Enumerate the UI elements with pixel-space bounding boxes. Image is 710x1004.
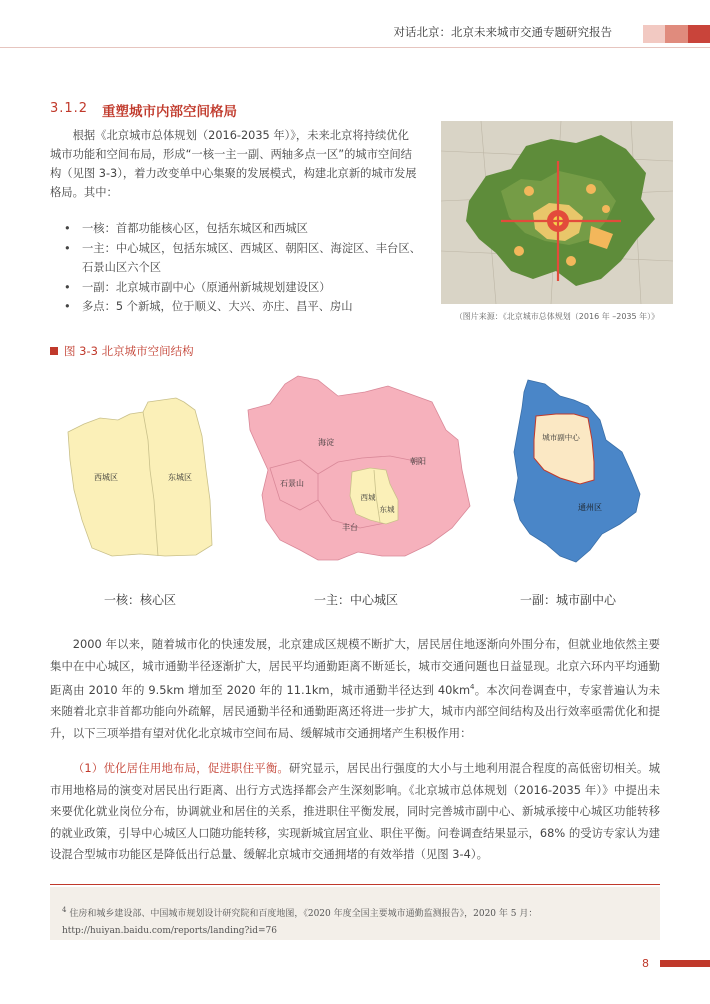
bullet-text: 一核：首都功能核心区，包括东城区和西城区 (82, 222, 308, 235)
panel-caption: 一核：核心区 (103, 593, 177, 607)
central-city-map (248, 376, 470, 560)
district-label: 东城 (379, 505, 395, 514)
section-title: 重塑城市内部空间格局 (102, 104, 237, 120)
page-number: 8 (642, 957, 649, 970)
sub-center-map (514, 380, 640, 562)
map-caption: （图片来源：《北京城市总体规划（2016 年 –2035 年）》 (454, 312, 660, 321)
district-label: 西城区 (94, 473, 118, 482)
list-item (60, 239, 430, 278)
footnote-divider (50, 884, 660, 885)
list-item (60, 278, 430, 298)
bullet-list (60, 219, 430, 317)
district-label: 丰台 (342, 523, 358, 532)
district-label: 朝阳 (410, 457, 426, 466)
paragraph-text: 。本次问卷调查中，专家普遍认为未来随着北京非首都功能向外疏解，居民通勤半径和通勤距离还将进一步扩大，城市内部空间结构及出行效率亟需优化和提升，以下三项举措有望对优化北京城市空间布局、缓解城市交通拥堵产生积极作用： (50, 682, 660, 740)
bullet-icon: • (64, 222, 71, 235)
footnote-text[interactable]: 住房和城乡建设部、中国城市规划设计研究院和百度地图，《2020 年度全国主要城市通勤监测报告》，2020 年 5 月：http://huiyan.baidu.com/reports/landing?id=76 (62, 909, 538, 936)
district-label: 东城区 (168, 473, 192, 482)
header-divider (0, 47, 710, 48)
header-accent-bar (688, 25, 710, 43)
section-number: 3.1.2 (50, 101, 89, 116)
bullet-text: 一副：北京城市副中心（原通州新城规划建设区） (82, 280, 331, 294)
body-paragraph (50, 758, 660, 866)
panel-caption: 一副：城市副中心 (519, 593, 617, 607)
district-label: 石景山 (280, 479, 304, 488)
district-label: 通州区 (578, 503, 602, 512)
list-item (60, 297, 430, 317)
panel-caption: 一主：中心城区 (313, 593, 399, 607)
figure-title: 图 3-3 北京城市空间结构 (64, 344, 194, 358)
footnote-ref[interactable]: 4 (470, 683, 475, 691)
district-label: 城市副中心 (542, 433, 580, 442)
district-label: 西城 (360, 493, 376, 502)
bullet-text: 多点：5 个新城，位于顺义、大兴、亦庄、昌平、房山 (82, 300, 353, 313)
paragraph-text: 2000 年以来，随着城市化的快速发展，北京建成区规模不断扩大，居民居住地逐渐向外围分布，但就业地依然主要集中在中心城区，城市通勤半径逐渐扩大，居民平均通勤距离不断延长，城市交通问题也日益显现。北京六环内平均通勤距离由 2010 年的 9.5km 增加至 2020 年的 11.1km，城市通勤半径达到 40km (50, 637, 660, 697)
footnote-marker: 4 (62, 906, 67, 914)
footnote (62, 902, 652, 940)
intro-text: 根据《北京城市总体规划（2016-2035 年）》，未来北京将持续优化城市功能和空间布局，形成“一核一主一副、两轴多点一区”的城市空间结构（见图 3-3），着力改变单中心集聚的发展模式，构建北京新的城市发展格局。其中： (50, 129, 417, 199)
header-title: 对话北京：北京未来城市交通专题研究报告 (393, 25, 612, 39)
body-paragraph (50, 634, 660, 744)
bullet-icon: • (64, 241, 71, 255)
bullet-text: 一主：中心城区，包括东城区、西城区、朝阳区、海淀区、丰台区、石景山区六个区 (82, 241, 421, 274)
list-item (60, 219, 430, 239)
intro-paragraph (50, 126, 420, 202)
planning-map-illustration (441, 121, 673, 304)
figure-marker-icon (50, 347, 58, 355)
district-maps-figure (0, 360, 710, 615)
bullet-icon: • (64, 300, 71, 313)
district-label: 海淀 (318, 438, 334, 447)
body-text (50, 634, 660, 880)
planning-map-image (441, 121, 673, 304)
bullet-icon: • (64, 280, 71, 294)
page-accent-bar (660, 960, 710, 967)
highlight-text: （1）优化居住用地布局，促进职住平衡。 (72, 761, 290, 776)
header-accent-bar (643, 25, 665, 43)
core-area-map (68, 398, 212, 556)
paragraph-text: 研究显示，居民出行强度的大小与土地利用混合程度的高低密切相关。城市用地格局的演变对居民出行距离、出行方式选择都会产生深刻影响。《北京城市总体规划（2016-2035 年）》中提出未来要优化就业岗位分布，协调就业和居住的关系，推进职住平衡发展，同时完善城市副中心、新城承接中心城区功能转移的就业政策，引导中心城区人口随功能转移，实现新城宜居宜业、职住平衡。问卷调查结果显示，68% 的受访专家认为建设混合型城市功能区是降低出行总量、缓解北京城市交通拥堵的有效举措（见图 3-4）。 (50, 761, 660, 862)
header-accent-bar (665, 25, 688, 43)
